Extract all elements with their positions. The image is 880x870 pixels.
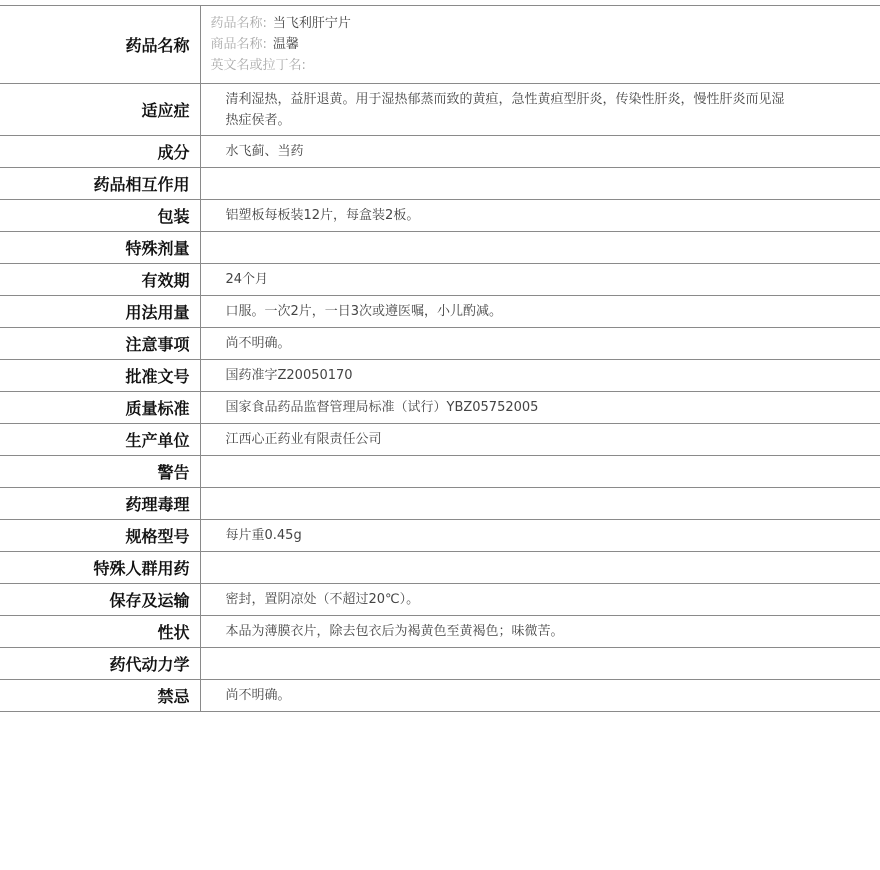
row-value: 尚不明确。	[200, 680, 880, 712]
row-value	[200, 168, 880, 200]
row-label: 规格型号	[0, 520, 200, 552]
table-row	[0, 328, 880, 360]
row-value	[200, 552, 880, 584]
brand-name-line	[211, 34, 880, 55]
table-row	[0, 616, 880, 648]
table-row	[0, 648, 880, 680]
table-row	[0, 584, 880, 616]
name-key: 英文名或拉丁名:	[210, 58, 306, 73]
row-label: 批准文号	[0, 360, 200, 392]
name-value: 温馨	[272, 37, 299, 52]
generic-name-line	[211, 13, 880, 34]
row-value	[200, 456, 880, 488]
row-value: 国家食品药品监督管理局标准（试行）YBZ05752005	[200, 392, 880, 424]
row-value: 密封，置阴凉处（不超过20℃）。	[200, 584, 880, 616]
row-value: 尚不明确。	[200, 328, 880, 360]
name-key: 商品名称:	[210, 37, 267, 52]
row-value: 国药准字Z20050170	[200, 360, 880, 392]
name-key: 药品名称:	[210, 16, 267, 31]
row-value: 铝塑板每板装12片，每盒装2板。	[200, 200, 880, 232]
row-value: 本品为薄膜衣片，除去包衣后为褐黄色至黄褐色；味微苦。	[200, 616, 880, 648]
row-label: 有效期	[0, 264, 200, 296]
table-row	[0, 488, 880, 520]
row-value	[200, 232, 880, 264]
row-value: 水飞蓟、当药	[200, 136, 880, 168]
row-label: 药品名称	[0, 6, 200, 84]
row-label: 药品相互作用	[0, 168, 200, 200]
english-name-line	[211, 55, 880, 76]
table-row	[0, 264, 880, 296]
table-row	[0, 296, 880, 328]
row-label: 特殊人群用药	[0, 552, 200, 584]
row-value: 24个月	[200, 264, 880, 296]
row-value: 每片重0.45g	[200, 520, 880, 552]
drug-spec-table	[0, 5, 880, 712]
table-row	[0, 392, 880, 424]
name-value: 当飞利肝宁片	[272, 16, 351, 31]
table-row	[0, 552, 880, 584]
row-value: 口服。一次2片，一日3次或遵医嘱，小儿酌减。	[200, 296, 880, 328]
row-label: 特殊剂量	[0, 232, 200, 264]
row-label: 用法用量	[0, 296, 200, 328]
row-label: 保存及运输	[0, 584, 200, 616]
table-row	[0, 680, 880, 712]
table-row	[0, 84, 880, 136]
row-value	[200, 488, 880, 520]
row-label: 禁忌	[0, 680, 200, 712]
table-row	[0, 360, 880, 392]
row-value	[200, 648, 880, 680]
table-row	[0, 424, 880, 456]
row-label: 药代动力学	[0, 648, 200, 680]
table-row-drug-name	[0, 6, 880, 84]
row-value: 江西心正药业有限责任公司	[200, 424, 880, 456]
row-label: 性状	[0, 616, 200, 648]
table-row	[0, 168, 880, 200]
row-label: 包装	[0, 200, 200, 232]
row-label: 注意事项	[0, 328, 200, 360]
table-row	[0, 200, 880, 232]
drug-names-cell	[200, 6, 880, 84]
row-label: 成分	[0, 136, 200, 168]
row-label: 药理毒理	[0, 488, 200, 520]
row-label: 质量标准	[0, 392, 200, 424]
row-value	[200, 84, 880, 136]
row-label: 警告	[0, 456, 200, 488]
table-row	[0, 232, 880, 264]
table-row	[0, 136, 880, 168]
row-label: 适应症	[0, 84, 200, 136]
table-row	[0, 520, 880, 552]
indication-text: 清利湿热，益肝退黄。用于湿热郁蒸而致的黄疸，急性黄疸型肝炎，传染性肝炎，慢性肝炎而见湿热症侯者。	[225, 91, 785, 128]
table-row	[0, 456, 880, 488]
row-label: 生产单位	[0, 424, 200, 456]
